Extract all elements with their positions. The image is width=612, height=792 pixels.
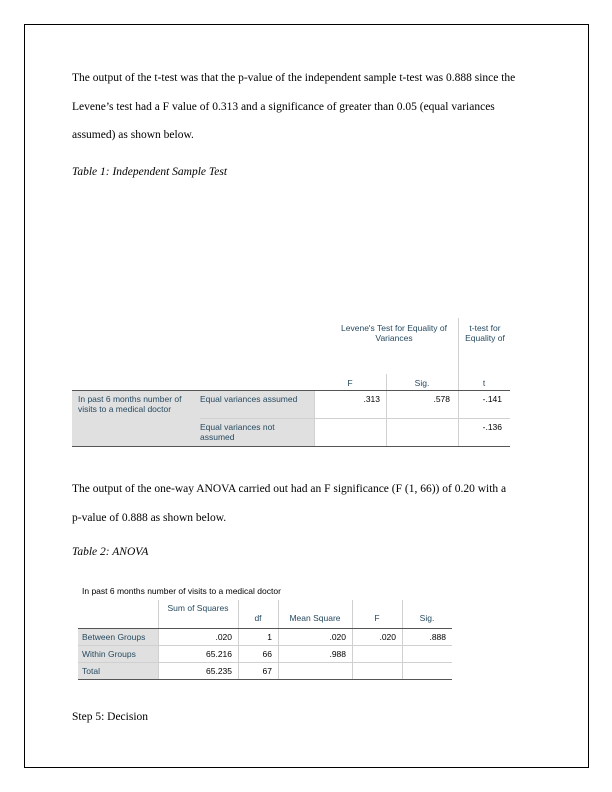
grid-line <box>72 390 510 391</box>
anova-table <box>78 586 458 686</box>
cell-sig-between: .888 <box>429 632 446 642</box>
independent-sample-test-table <box>72 318 512 448</box>
grid-line <box>278 600 279 679</box>
cell-ms-between: .020 <box>329 632 346 642</box>
grid-line <box>78 628 452 629</box>
paragraph-line: The output of the t-test was that the p-value of the independent sample t-test was 0.888 since the <box>72 72 516 84</box>
grid-line <box>200 418 510 419</box>
ttest-header: t-test for Equality of <box>465 323 505 343</box>
col-header-f: F <box>347 378 353 388</box>
grid-line <box>458 318 459 446</box>
grid-line <box>352 600 353 679</box>
row-label-between-groups: Between Groups <box>82 632 146 642</box>
row-label-equal-assumed: Equal variances assumed <box>200 394 298 404</box>
cell-ss-between: .020 <box>215 632 232 642</box>
row-label-visits: In past 6 months number of visits to a medical doctor <box>78 394 182 414</box>
grid-line <box>238 600 239 679</box>
levene-header: Levene's Test for Equality of Variances <box>341 323 447 343</box>
col-header-sig: Sig. <box>414 378 430 388</box>
cell-df-between: 1 <box>267 632 272 642</box>
paragraph-line: p-value of 0.888 as shown below. <box>72 511 227 524</box>
cell-t-assumed: -.141 <box>482 394 502 404</box>
row-label-total: Total <box>82 666 100 676</box>
paragraph-line: assumed) as shown below. <box>72 129 194 141</box>
paragraph-line: Levene’s test had a F value of 0.313 and a significance of greater than 0.05 (equal variances <box>72 100 495 113</box>
cell-ss-within: 65.216 <box>206 649 232 659</box>
step5-heading: Step 5: Decision <box>72 711 149 723</box>
col-header-f: F <box>374 613 380 623</box>
cell-ms-within: .988 <box>329 649 346 659</box>
grid-line <box>78 662 452 663</box>
cell-f-assumed: .313 <box>363 394 380 404</box>
paragraph-ttest <box>72 64 552 150</box>
col-header-sum-of-squares: Sum of Squares <box>167 603 229 613</box>
cell-f-between: .020 <box>379 632 396 642</box>
table1-caption: Table 1: Independent Sample Test <box>72 166 228 178</box>
cell-df-total: 67 <box>262 666 272 676</box>
cell-df-within: 66 <box>262 649 272 659</box>
grid-line <box>72 446 510 447</box>
cell-sig-assumed: .578 <box>433 394 450 404</box>
col-header-t: t <box>482 378 486 388</box>
grid-line <box>78 645 452 646</box>
grid-line <box>402 600 403 679</box>
col-header-sig: Sig. <box>419 613 435 623</box>
cell-t-not-assumed: -.136 <box>482 422 502 432</box>
grid-line <box>158 600 159 679</box>
paragraph-anova <box>72 475 552 532</box>
table2-caption: Table 2: ANOVA <box>72 546 149 558</box>
cell-ss-total: 65.235 <box>206 666 232 676</box>
row-label-within-groups: Within Groups <box>82 649 136 659</box>
grid-line <box>78 679 452 680</box>
grid-line <box>386 374 387 446</box>
col-header-df: df <box>254 613 262 623</box>
row-label-equal-not-assumed: Equal variances not assumed <box>200 422 275 442</box>
anova-title: In past 6 months number of visits to a medical doctor <box>82 586 281 596</box>
paragraph-line: The output of the one-way ANOVA carried out had an F significance (F (1, 66)) of 0.20 with a <box>72 483 507 495</box>
col-header-mean-square: Mean Square <box>289 613 341 623</box>
